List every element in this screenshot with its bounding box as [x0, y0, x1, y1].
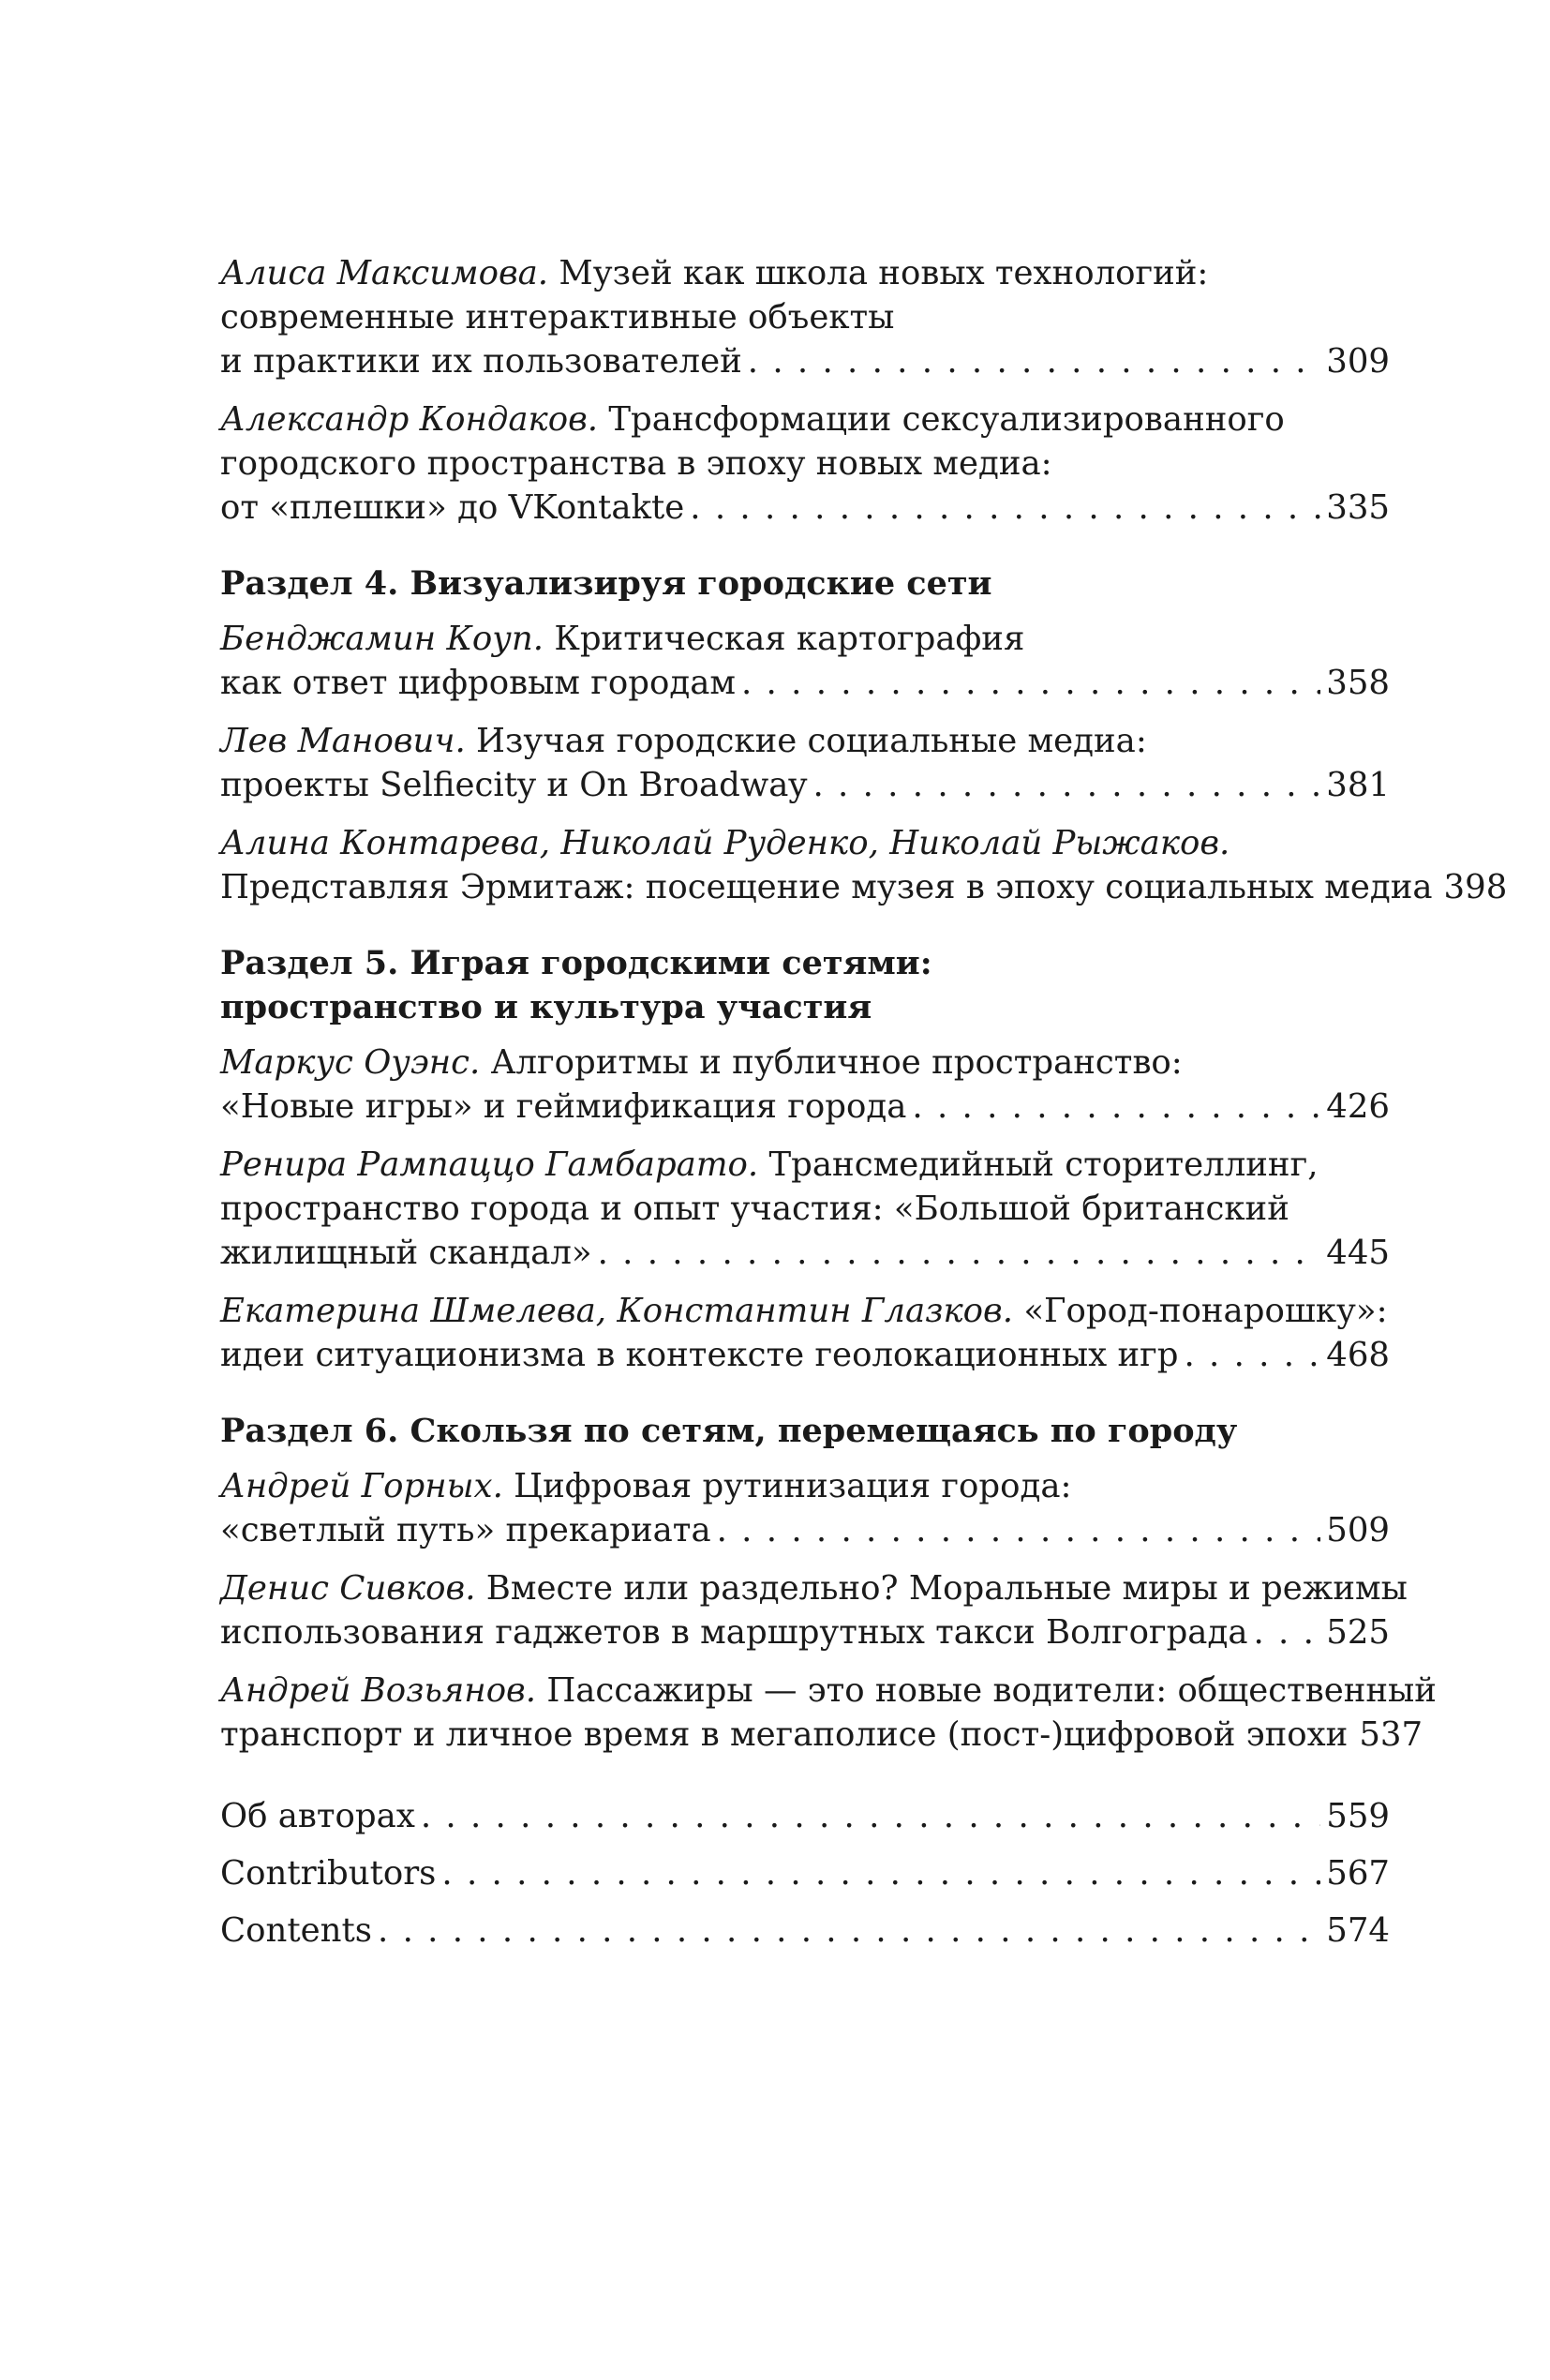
page-number: 537 [1359, 1715, 1423, 1754]
page-number: 358 [1326, 664, 1390, 702]
toc-entry[interactable] [220, 251, 1390, 383]
section-heading-line: Раздел 5. Играя городскими сетями: [220, 944, 932, 982]
toc-entry-line [220, 1464, 1390, 1508]
entry-author: Екатерина Шмелева, Константин Глазков. [220, 1292, 1014, 1330]
dot-leader [741, 661, 1320, 705]
dot-leader [690, 486, 1320, 530]
toc-entry-line [220, 617, 1390, 661]
toc-entry[interactable] [220, 1851, 1390, 1895]
toc-entry[interactable] [220, 1289, 1390, 1377]
entry-title-text: «светлый путь» прекариата [220, 1511, 711, 1549]
page-number: 525 [1326, 1613, 1390, 1652]
entry-title-text: пространство города и опыт участия: «Большой британский [220, 1190, 1289, 1228]
toc-entry-line [220, 1231, 1390, 1275]
entry-author: Андрей Возьянов. [220, 1671, 537, 1710]
table-of-contents [220, 251, 1508, 1966]
page-number: 445 [1326, 1234, 1390, 1272]
toc-entry-line [220, 1610, 1390, 1654]
entry-title-text: современные интерактивные объекты [220, 298, 895, 337]
entry-title-text: проекты Selfiecity и On Broadway [220, 766, 808, 804]
toc-entry-line [220, 1143, 1390, 1187]
entry-title-text: от «плешки» до VKontakte [220, 488, 685, 527]
dot-leader [748, 339, 1320, 383]
dot-leader [912, 1085, 1320, 1129]
entry-title-text: городского пространства в эпоху новых медиа: [220, 444, 1052, 483]
toc-entry-line [220, 442, 1390, 486]
toc-entry-line [220, 1794, 1390, 1838]
toc-entry[interactable] [220, 719, 1390, 807]
entry-title-text: Трансформации сексуализированного [608, 400, 1285, 439]
entry-title-text: и практики их пользователей [220, 342, 742, 381]
toc-entry-line [220, 1333, 1390, 1377]
page-number: 426 [1326, 1087, 1390, 1126]
toc-entry-line [220, 1713, 1423, 1757]
dot-leader [598, 1231, 1321, 1275]
toc-entry-line [220, 1566, 1408, 1610]
page-number: 574 [1326, 1911, 1390, 1950]
toc-entry[interactable] [220, 617, 1390, 705]
toc-entry-line [220, 865, 1508, 909]
entry-title-text: идеи ситуационизма в контексте геолокационных игр [220, 1336, 1179, 1374]
entry-title-text: Представляя Эрмитаж: посещение музея в эпоху социальных медиа [220, 868, 1433, 906]
toc-entry[interactable] [220, 1669, 1437, 1757]
entry-title-text: Музей как школа новых технологий: [559, 254, 1209, 292]
toc-entry-line [220, 486, 1390, 530]
toc-entry-line [220, 763, 1390, 807]
entry-author: Бенджамин Коуп. [220, 620, 544, 658]
page-number: 567 [1326, 1854, 1390, 1893]
entry-author: Денис Сивков. [220, 1569, 476, 1608]
page-number: 468 [1326, 1336, 1390, 1374]
entry-title-text: жилищный скандал» [220, 1234, 592, 1272]
page-number: 309 [1326, 342, 1390, 381]
toc-entry[interactable] [220, 1566, 1408, 1654]
toc-entry-line [220, 1508, 1390, 1552]
toc-entry[interactable] [220, 1040, 1390, 1129]
toc-entry-line [220, 1908, 1390, 1953]
toc-entry-line [220, 1289, 1390, 1333]
toc-entry-line [220, 339, 1390, 383]
toc-entry-line [220, 1187, 1390, 1231]
entry-title-text: Критическая картография [554, 620, 1025, 658]
page-number: 381 [1326, 766, 1390, 804]
page-number: 335 [1326, 488, 1390, 527]
page-number: 559 [1326, 1797, 1390, 1835]
entry-title-text: Изучая городские социальные медиа: [476, 722, 1147, 760]
entry-title-text: транспорт и личное время в мегаполисе (пост-)цифровой эпохи [220, 1715, 1349, 1754]
entry-title-text: «Новые игры» и геймификация города [220, 1087, 907, 1126]
toc-entry-line [220, 1669, 1437, 1713]
entry-title-text: Трансмедийный сторителлинг, [768, 1145, 1319, 1184]
page-number: 398 [1443, 868, 1508, 906]
entry-author: Маркус Оуэнс. [220, 1043, 481, 1082]
dot-leader [1253, 1610, 1320, 1654]
toc-entry[interactable] [220, 1143, 1390, 1275]
entry-title-text: Contents [220, 1911, 373, 1950]
toc-entry-line [220, 1085, 1390, 1129]
dot-leader [421, 1794, 1320, 1838]
dot-leader [1184, 1333, 1320, 1377]
toc-entry-line [220, 1851, 1390, 1895]
entry-title-text: Цифровая рутинизация города: [514, 1467, 1072, 1505]
toc-entry[interactable] [220, 1908, 1390, 1953]
page-number: 509 [1326, 1511, 1390, 1549]
entry-author: Алиса Максимова. [220, 254, 549, 292]
entry-title-text: Алгоритмы и публичное пространство: [490, 1043, 1183, 1082]
toc-entry-line [220, 821, 1390, 865]
toc-entry-line [220, 251, 1390, 295]
toc-entry[interactable] [220, 821, 1508, 909]
entry-title-text: Пассажиры — это новые водители: общественный [546, 1671, 1437, 1710]
section-heading: Раздел 4. Визуализируя городские сети [220, 564, 992, 603]
entry-title-text: Об авторах [220, 1797, 415, 1835]
toc-entry-line [220, 719, 1390, 763]
dot-leader [441, 1851, 1320, 1895]
dot-leader [812, 763, 1320, 807]
section-heading [220, 941, 1390, 1029]
section-heading: Раздел 6. Скользя по сетям, перемещаясь по городу [220, 1412, 1238, 1450]
toc-entry-line [220, 1040, 1390, 1085]
entry-author: Андрей Горных. [220, 1467, 503, 1505]
toc-entry[interactable] [220, 397, 1390, 530]
toc-entry[interactable] [220, 1794, 1390, 1838]
toc-entry-line [220, 295, 1390, 339]
section-heading-line: пространство и культура участия [220, 988, 872, 1026]
entry-title-text: как ответ цифровым городам [220, 664, 736, 702]
entry-title-text: «Город-понарошку»: [1023, 1292, 1388, 1330]
entry-author: Александр Кондаков. [220, 400, 599, 439]
toc-entry[interactable] [220, 1464, 1390, 1552]
dot-leader [378, 1908, 1320, 1953]
entry-title-text: Contributors [220, 1854, 437, 1893]
entry-title-text: использования гаджетов в маршрутных такси Волгограда [220, 1613, 1248, 1652]
entry-author: Алина Контарева, Николай Руденко, Николай Рыжаков. [220, 824, 1230, 862]
entry-title-text: Вместе или раздельно? Моральные миры и режимы [485, 1569, 1408, 1608]
entry-author: Ренира Рампаццо Гамбарато. [220, 1145, 759, 1184]
entry-author: Лев Манович. [220, 722, 466, 760]
toc-entry-line [220, 661, 1390, 705]
backmatter-list [220, 1794, 1390, 1953]
dot-leader [717, 1508, 1321, 1552]
toc-entry-line [220, 397, 1390, 442]
